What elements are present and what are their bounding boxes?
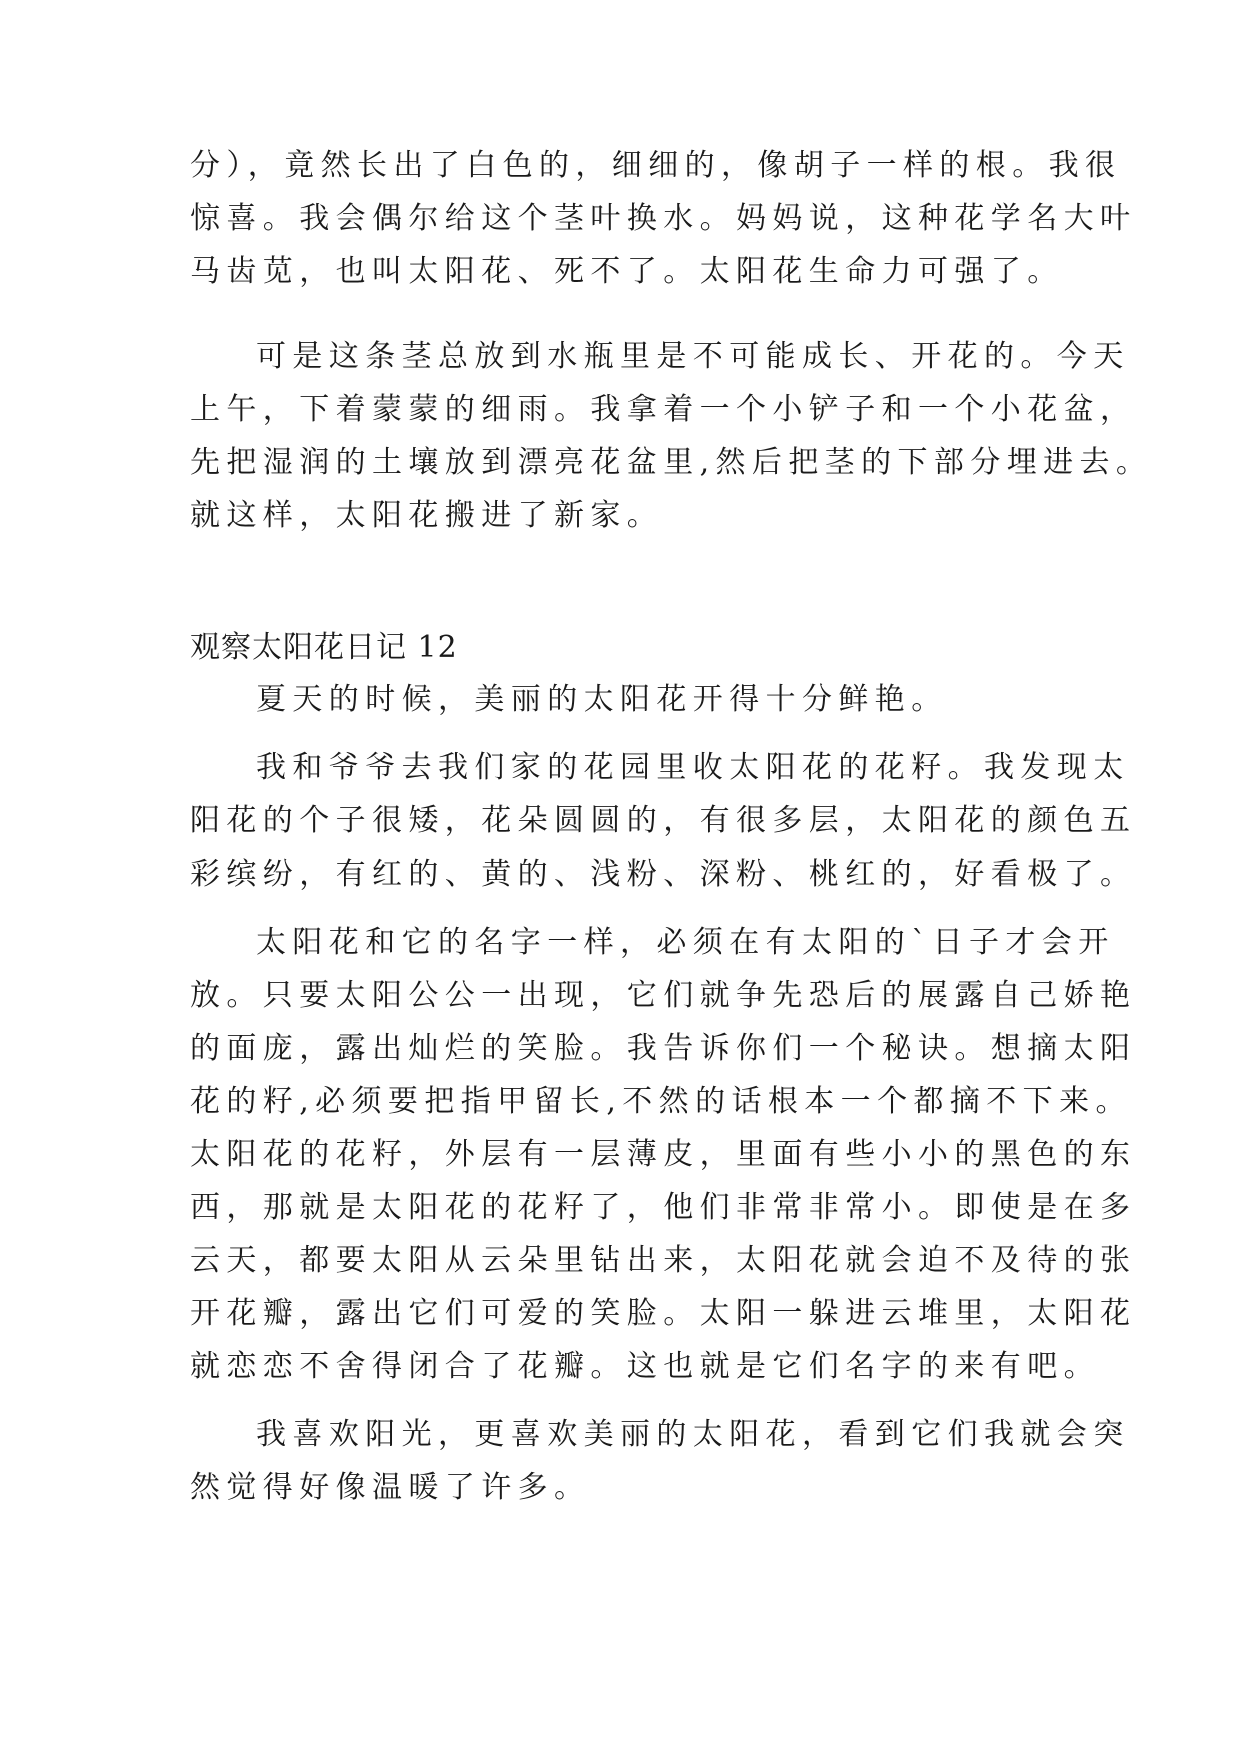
diary-title: 观察太阳花日记 12 [190, 630, 458, 665]
paragraph-1-line-1: 分），竟然长出了白色的，细细的，像胡子一样的根。我很 [190, 148, 1122, 183]
paragraph-5-line-9: 就恋恋不舍得闭合了花瓣。这也就是它们名字的来有吧。 [190, 1349, 1100, 1384]
paragraph-2-line-1: 可是这条茎总放到水瓶里是不可能成长、开花的。今天 [256, 339, 1130, 374]
paragraph-5-line-5: 太阳花的花籽，外层有一层薄皮，里面有些小小的黑色的东 [190, 1137, 1137, 1172]
paragraph-2-line-4: 就这样，太阳花搬进了新家。 [190, 498, 664, 533]
paragraph-5-line-6: 西，那就是太阳花的花籽了，他们非常非常小。即使是在多 [190, 1190, 1137, 1225]
paragraph-5-line-8: 开花瓣，露出它们可爱的笑脸。太阳一躲进云堆里，太阳花 [190, 1296, 1137, 1331]
paragraph-2-line-2: 上午，下着蒙蒙的细雨。我拿着一个小铲子和一个小花盆， [190, 392, 1137, 427]
paragraph-5-line-7: 云天，都要太阳从云朵里钻出来，太阳花就会迫不及待的张 [190, 1243, 1137, 1278]
paragraph-5-line-2: 放。只要太阳公公一出现，它们就争先恐后的展露自己娇艳 [190, 978, 1137, 1013]
paragraph-4-line-2: 阳花的个子很矮，花朵圆圆的，有很多层，太阳花的颜色五 [190, 803, 1137, 838]
paragraph-5-line-3: 的面庞，露出灿烂的笑脸。我告诉你们一个秘诀。想摘太阳 [190, 1031, 1137, 1066]
paragraph-4-line-3: 彩缤纷，有红的、黄的、浅粉、深粉、桃红的，好看极了。 [190, 857, 1137, 892]
paragraph-5-line-4: 花的籽,必须要把指甲留长,不然的话根本一个都摘不下来。 [190, 1084, 1132, 1119]
paragraph-6-line-2: 然觉得好像温暖了许多。 [190, 1470, 591, 1505]
paragraph-5-line-1: 太阳花和它的名字一样，必须在有太阳的`日子才会开 [256, 925, 1115, 960]
paragraph-3-line-1: 夏天的时候，美丽的太阳花开得十分鲜艳。 [256, 682, 948, 717]
paragraph-1-line-3: 马齿苋，也叫太阳花、死不了。太阳花生命力可强了。 [190, 254, 1064, 289]
paragraph-2-line-3: 先把湿润的土壤放到漂亮花盆里,然后把茎的下部分埋进去。 [190, 445, 1153, 480]
paragraph-1-line-2: 惊喜。我会偶尔给这个茎叶换水。妈妈说，这种花学名大叶 [190, 201, 1137, 236]
paragraph-4-line-1: 我和爷爷去我们家的花园里收太阳花的花籽。我发现太 [256, 750, 1130, 785]
paragraph-6-line-1: 我喜欢阳光，更喜欢美丽的太阳花，看到它们我就会突 [256, 1417, 1130, 1452]
